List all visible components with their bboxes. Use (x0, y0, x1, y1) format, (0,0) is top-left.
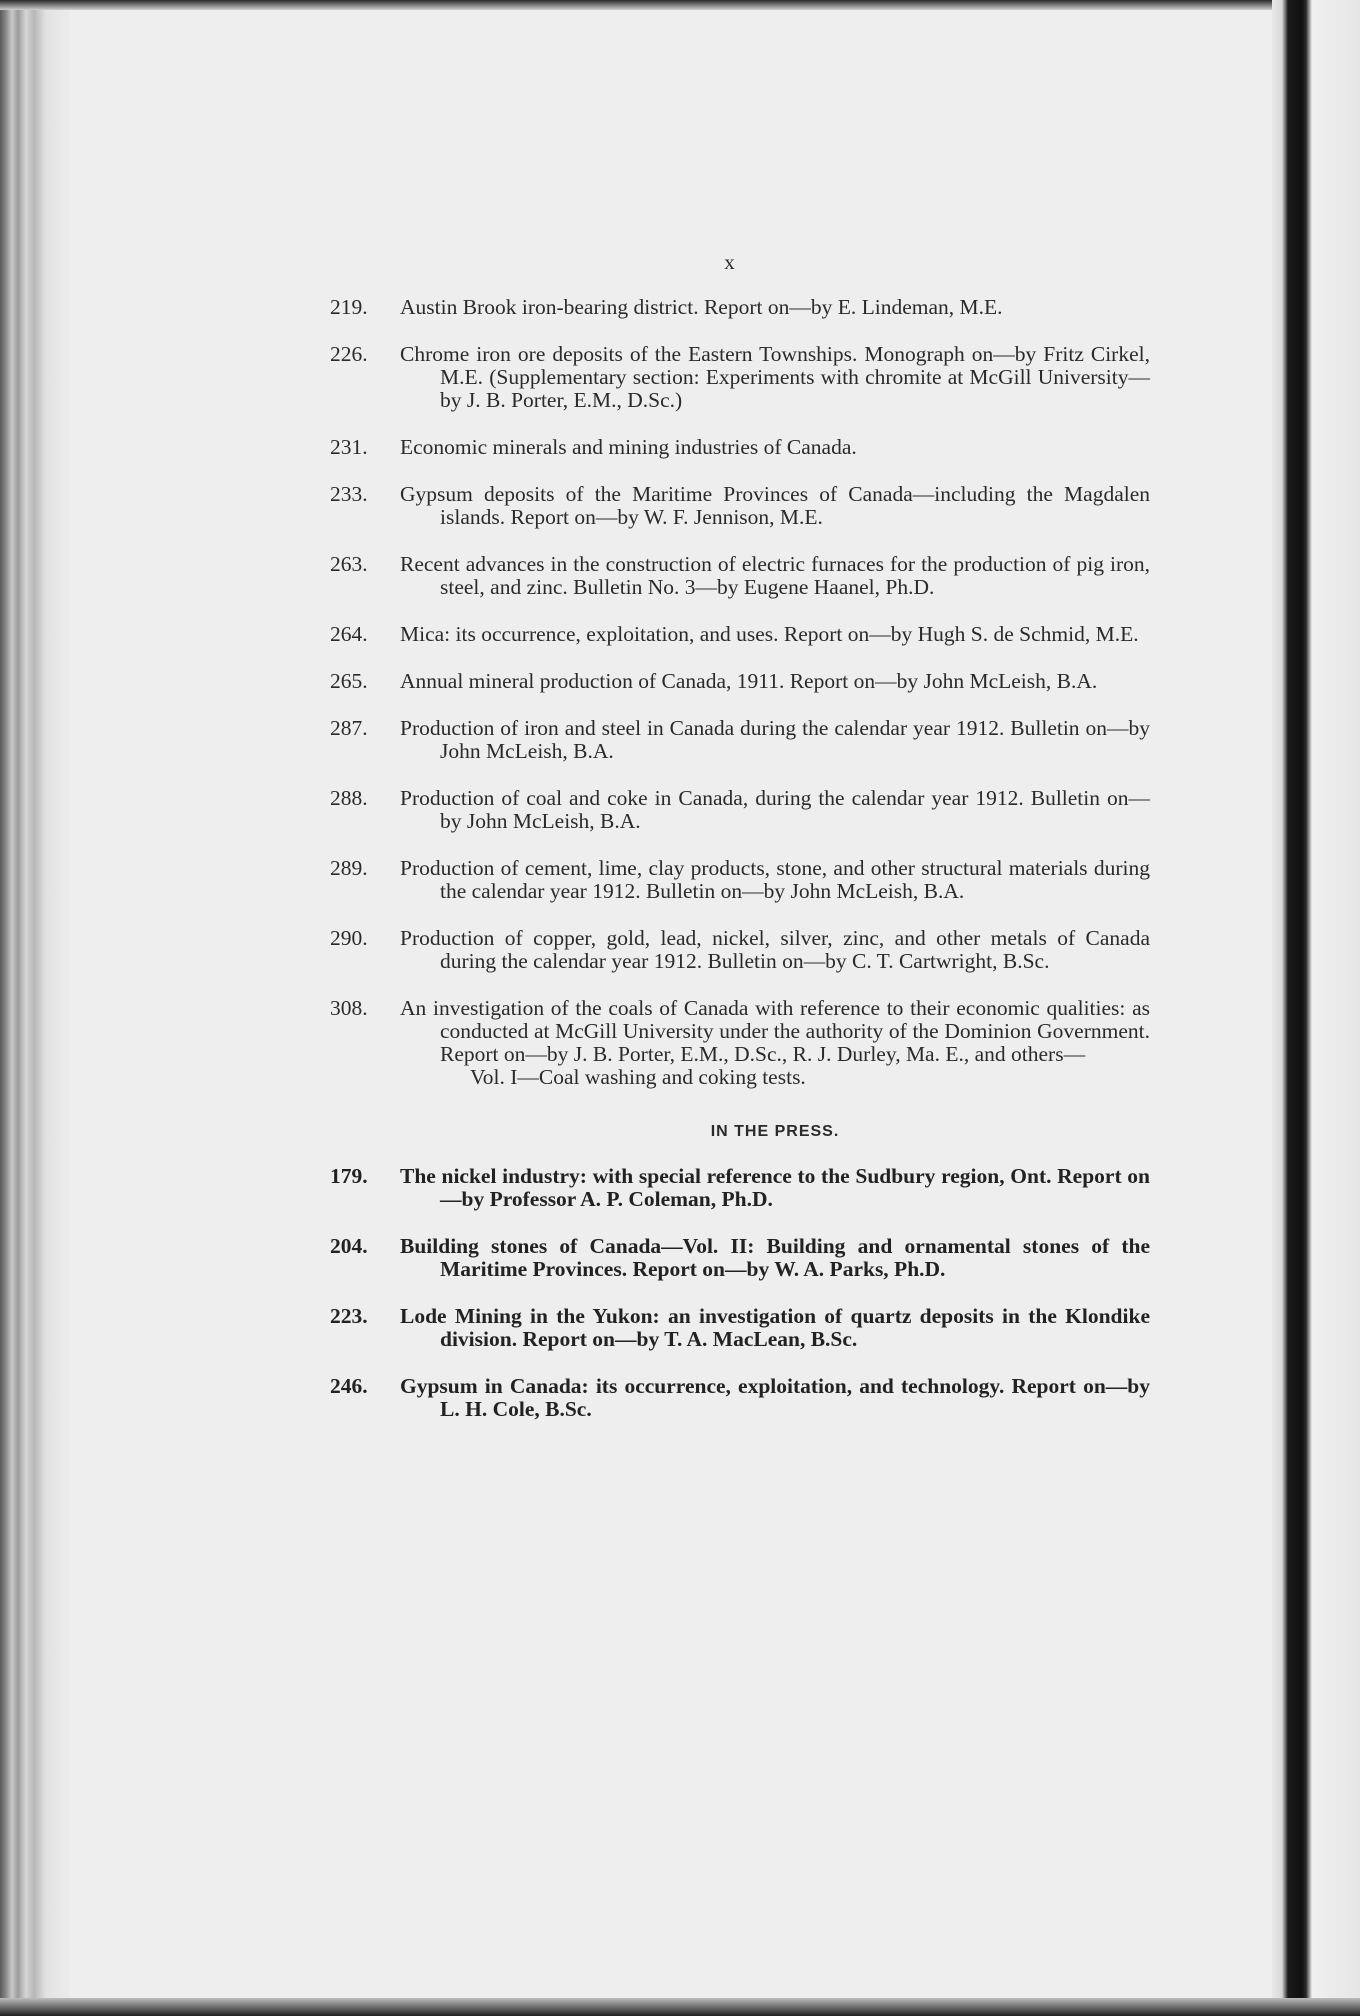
entry-text: Annual mineral production of Canada, 1911. Report on—by John McLeish, B.A. (400, 669, 1098, 693)
entry-number: 231. (330, 435, 368, 459)
list-item (330, 927, 1150, 973)
entry-number: 219. (330, 295, 368, 319)
list-item (330, 857, 1150, 903)
entry-text: Recent advances in the construction of electric furnaces for the production of pig iron, steel, and zinc. Bulletin No. 3—by Eugene Haanel, Ph.D. (400, 552, 1150, 599)
book-spine-edge (0, 0, 70, 2016)
entry-text: Production of cement, lime, clay products, stone, and other structural materials during the calendar year 1912. Bulletin on—by John McLeish, B.A. (400, 856, 1150, 903)
list-item (330, 1165, 1150, 1211)
top-scan-edge (0, 0, 1360, 10)
list-item (330, 296, 1150, 319)
entry-text: Production of copper, gold, lead, nickel, silver, zinc, and other metals of Canada during the calendar year 1912. Bulletin on—by C. T. Cartwright, B.Sc. (400, 926, 1150, 973)
entry-text: Production of iron and steel in Canada during the calendar year 1912. Bulletin on—by John McLeish, B.A. (400, 716, 1150, 763)
bottom-scan-edge (0, 1998, 1360, 2016)
entry-number: 287. (330, 716, 368, 740)
entry-text: Economic minerals and mining industries of Canada. (400, 435, 857, 459)
entry-number: 264. (330, 622, 368, 646)
section-heading: IN THE PRESS. (710, 1123, 840, 1140)
entry-number: 289. (330, 856, 368, 880)
entry-text: The nickel industry: with special reference to the Sudbury region, Ont. Report on—by Professor A. P. Coleman, Ph.D. (400, 1164, 1150, 1211)
entry-text: An investigation of the coals of Canada with reference to their economic qualities: as conducted at McGill University under the authority of the Dominion Government. Report on—by J. B. Porter, E.M., D.Sc., R. J. Durley, Ma. E., and others— (400, 996, 1150, 1066)
entry-text: Chrome iron ore deposits of the Eastern Townships. Monograph on—by Fritz Cirkel, M.E. (Supplementary section: Experiments with chromite at McGill University—by J. B. Porter, E.M., D.Sc.) (400, 342, 1150, 412)
list-item (330, 1375, 1150, 1421)
page-number: x (724, 250, 736, 274)
entry-number: 223. (330, 1304, 368, 1328)
entry-number: 308. (330, 996, 368, 1020)
entry-number: 179. (330, 1164, 368, 1188)
list-item (330, 623, 1150, 646)
list-item (330, 997, 1150, 1089)
entry-number: 246. (330, 1374, 368, 1398)
list-item (330, 787, 1150, 833)
entry-number: 288. (330, 786, 368, 810)
list-item (330, 553, 1150, 599)
entry-text: Production of coal and coke in Canada, during the calendar year 1912. Bulletin on—by John McLeish, B.A. (400, 786, 1150, 833)
entry-text: Mica: its occurrence, exploitation, and uses. Report on—by Hugh S. de Schmid, M.E. (400, 622, 1139, 646)
list-item (330, 717, 1150, 763)
entry-text: Building stones of Canada—Vol. II: Building and ornamental stones of the Maritime Provinces. Report on—by W. A. Parks, Ph.D. (400, 1234, 1150, 1281)
entry-number: 290. (330, 926, 368, 950)
entry-text: Gypsum deposits of the Maritime Provinces of Canada—including the Magdalen islands. Report on—by W. F. Jennison, M.E. (400, 482, 1150, 529)
list-item (330, 1305, 1150, 1351)
publication-list (330, 296, 1150, 1445)
press-list (330, 1165, 1150, 1421)
entry-number: 263. (330, 552, 368, 576)
entry-subtitle: Vol. I—Coal washing and coking tests. (470, 1065, 806, 1089)
list-item (330, 483, 1150, 529)
entry-text: Lode Mining in the Yukon: an investigation of quartz deposits in the Klondike division. Report on—by T. A. MacLean, B.Sc. (400, 1304, 1150, 1351)
list-item (330, 670, 1150, 693)
entry-text: Gypsum in Canada: its occurrence, exploitation, and technology. Report on—by L. H. Cole, B.Sc. (400, 1374, 1150, 1421)
list-item (330, 436, 1150, 459)
entry-number: 233. (330, 482, 368, 506)
list-item (330, 1235, 1150, 1281)
entry-number: 204. (330, 1234, 368, 1258)
entry-number: 226. (330, 342, 368, 366)
list-item (330, 343, 1150, 412)
right-page-edge (1272, 0, 1360, 2016)
entry-text: Austin Brook iron-bearing district. Report on—by E. Lindeman, M.E. (400, 295, 1003, 319)
entry-number: 265. (330, 669, 368, 693)
